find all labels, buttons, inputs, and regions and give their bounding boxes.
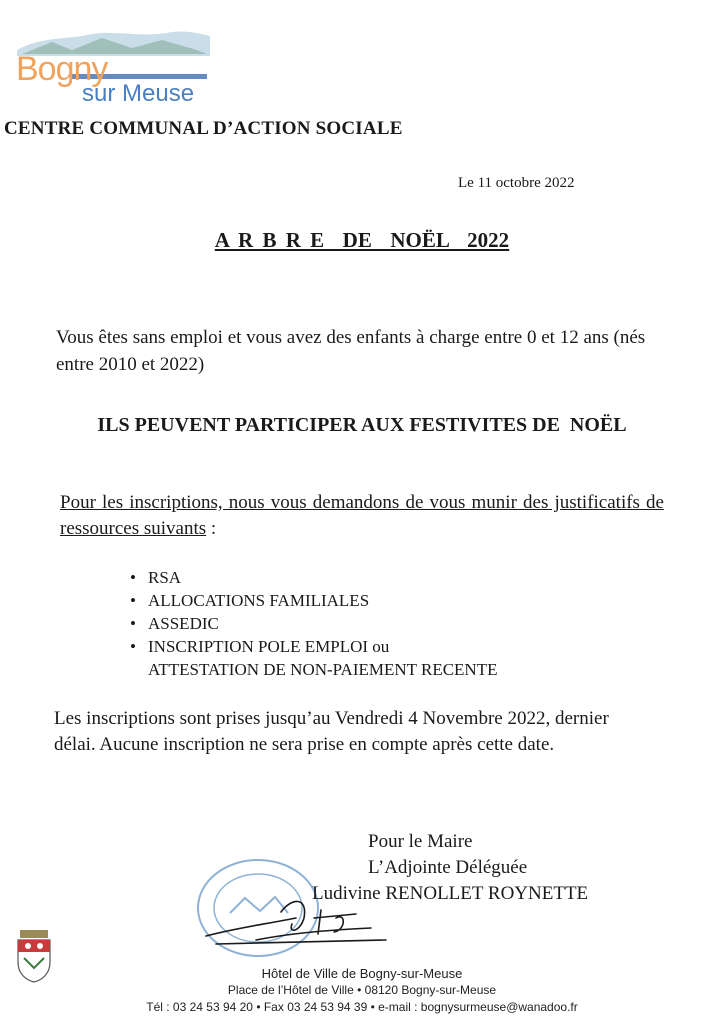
bullet-icon: • — [130, 614, 136, 633]
organization-name: CENTRE COMMUNAL D’ACTION SOCIALE — [4, 118, 403, 139]
footer-contact: Tél : 03 24 53 94 20 • Fax 03 24 53 94 39 • e-mail : bognysurmeuse@wanadoo.fr — [146, 1000, 578, 1014]
document-date: Le 11 octobre 2022 — [458, 175, 575, 191]
list-item-text: INSCRIPTION POLE EMPLOI ou — [148, 637, 390, 656]
document-title — [0, 228, 724, 253]
list-item-continuation: ATTESTATION DE NON-PAIEMENT RECENTE — [148, 660, 498, 679]
list-item — [130, 589, 497, 612]
logo-wordmark-sur-meuse: sur Meuse — [82, 80, 195, 107]
footer-address: Place de l’Hôtel de Ville • 08120 Bogny-sur-Meuse — [227, 983, 497, 997]
handwritten-signature — [196, 888, 416, 950]
footer-town-hall: Hôtel de Ville de Bogny-sur-Meuse — [261, 966, 463, 981]
bullet-icon: • — [130, 591, 136, 610]
list-item — [130, 635, 497, 658]
documents-intro-tail: : — [206, 518, 217, 539]
intro-paragraph: Vous êtes sans emploi et vous avez des enfants à charge entre 0 et 12 ans (nés entre 2010 et 2022) — [56, 327, 646, 375]
documents-intro — [60, 490, 664, 542]
documents-intro-underlined: Pour les inscriptions, nous vous demandons de vous munir des justificatifs de ressources suivants — [60, 492, 664, 539]
documents-list — [130, 566, 497, 681]
signature-line-role: L’Adjointe Déléguée — [368, 857, 528, 878]
deadline-paragraph: Les inscriptions sont prises jusqu’au Vendredi 4 Novembre 2022, dernier délai. Aucune inscription ne sera prise en compte après cette date. — [54, 708, 609, 755]
logo-wordmark-bogny: Bogny — [16, 50, 108, 88]
list-item — [130, 612, 497, 635]
signature-line-mayor: Pour le Maire — [368, 831, 473, 852]
list-item-text: ASSEDIC — [148, 614, 219, 633]
bullet-icon: • — [130, 637, 136, 656]
bullet-icon: • — [130, 568, 136, 587]
signature-line-name: Ludivine RENOLLET ROYNETTE — [312, 883, 589, 904]
list-item-text: RSA — [148, 568, 182, 587]
document-title-text: A R B R E DE NOËL 2022 — [214, 228, 510, 252]
list-item — [130, 566, 497, 589]
festivities-headline: ILS PEUVENT PARTICIPER AUX FESTIVITES DE NOËL — [97, 414, 627, 436]
list-item-text: ALLOCATIONS FAMILIALES — [148, 591, 370, 610]
